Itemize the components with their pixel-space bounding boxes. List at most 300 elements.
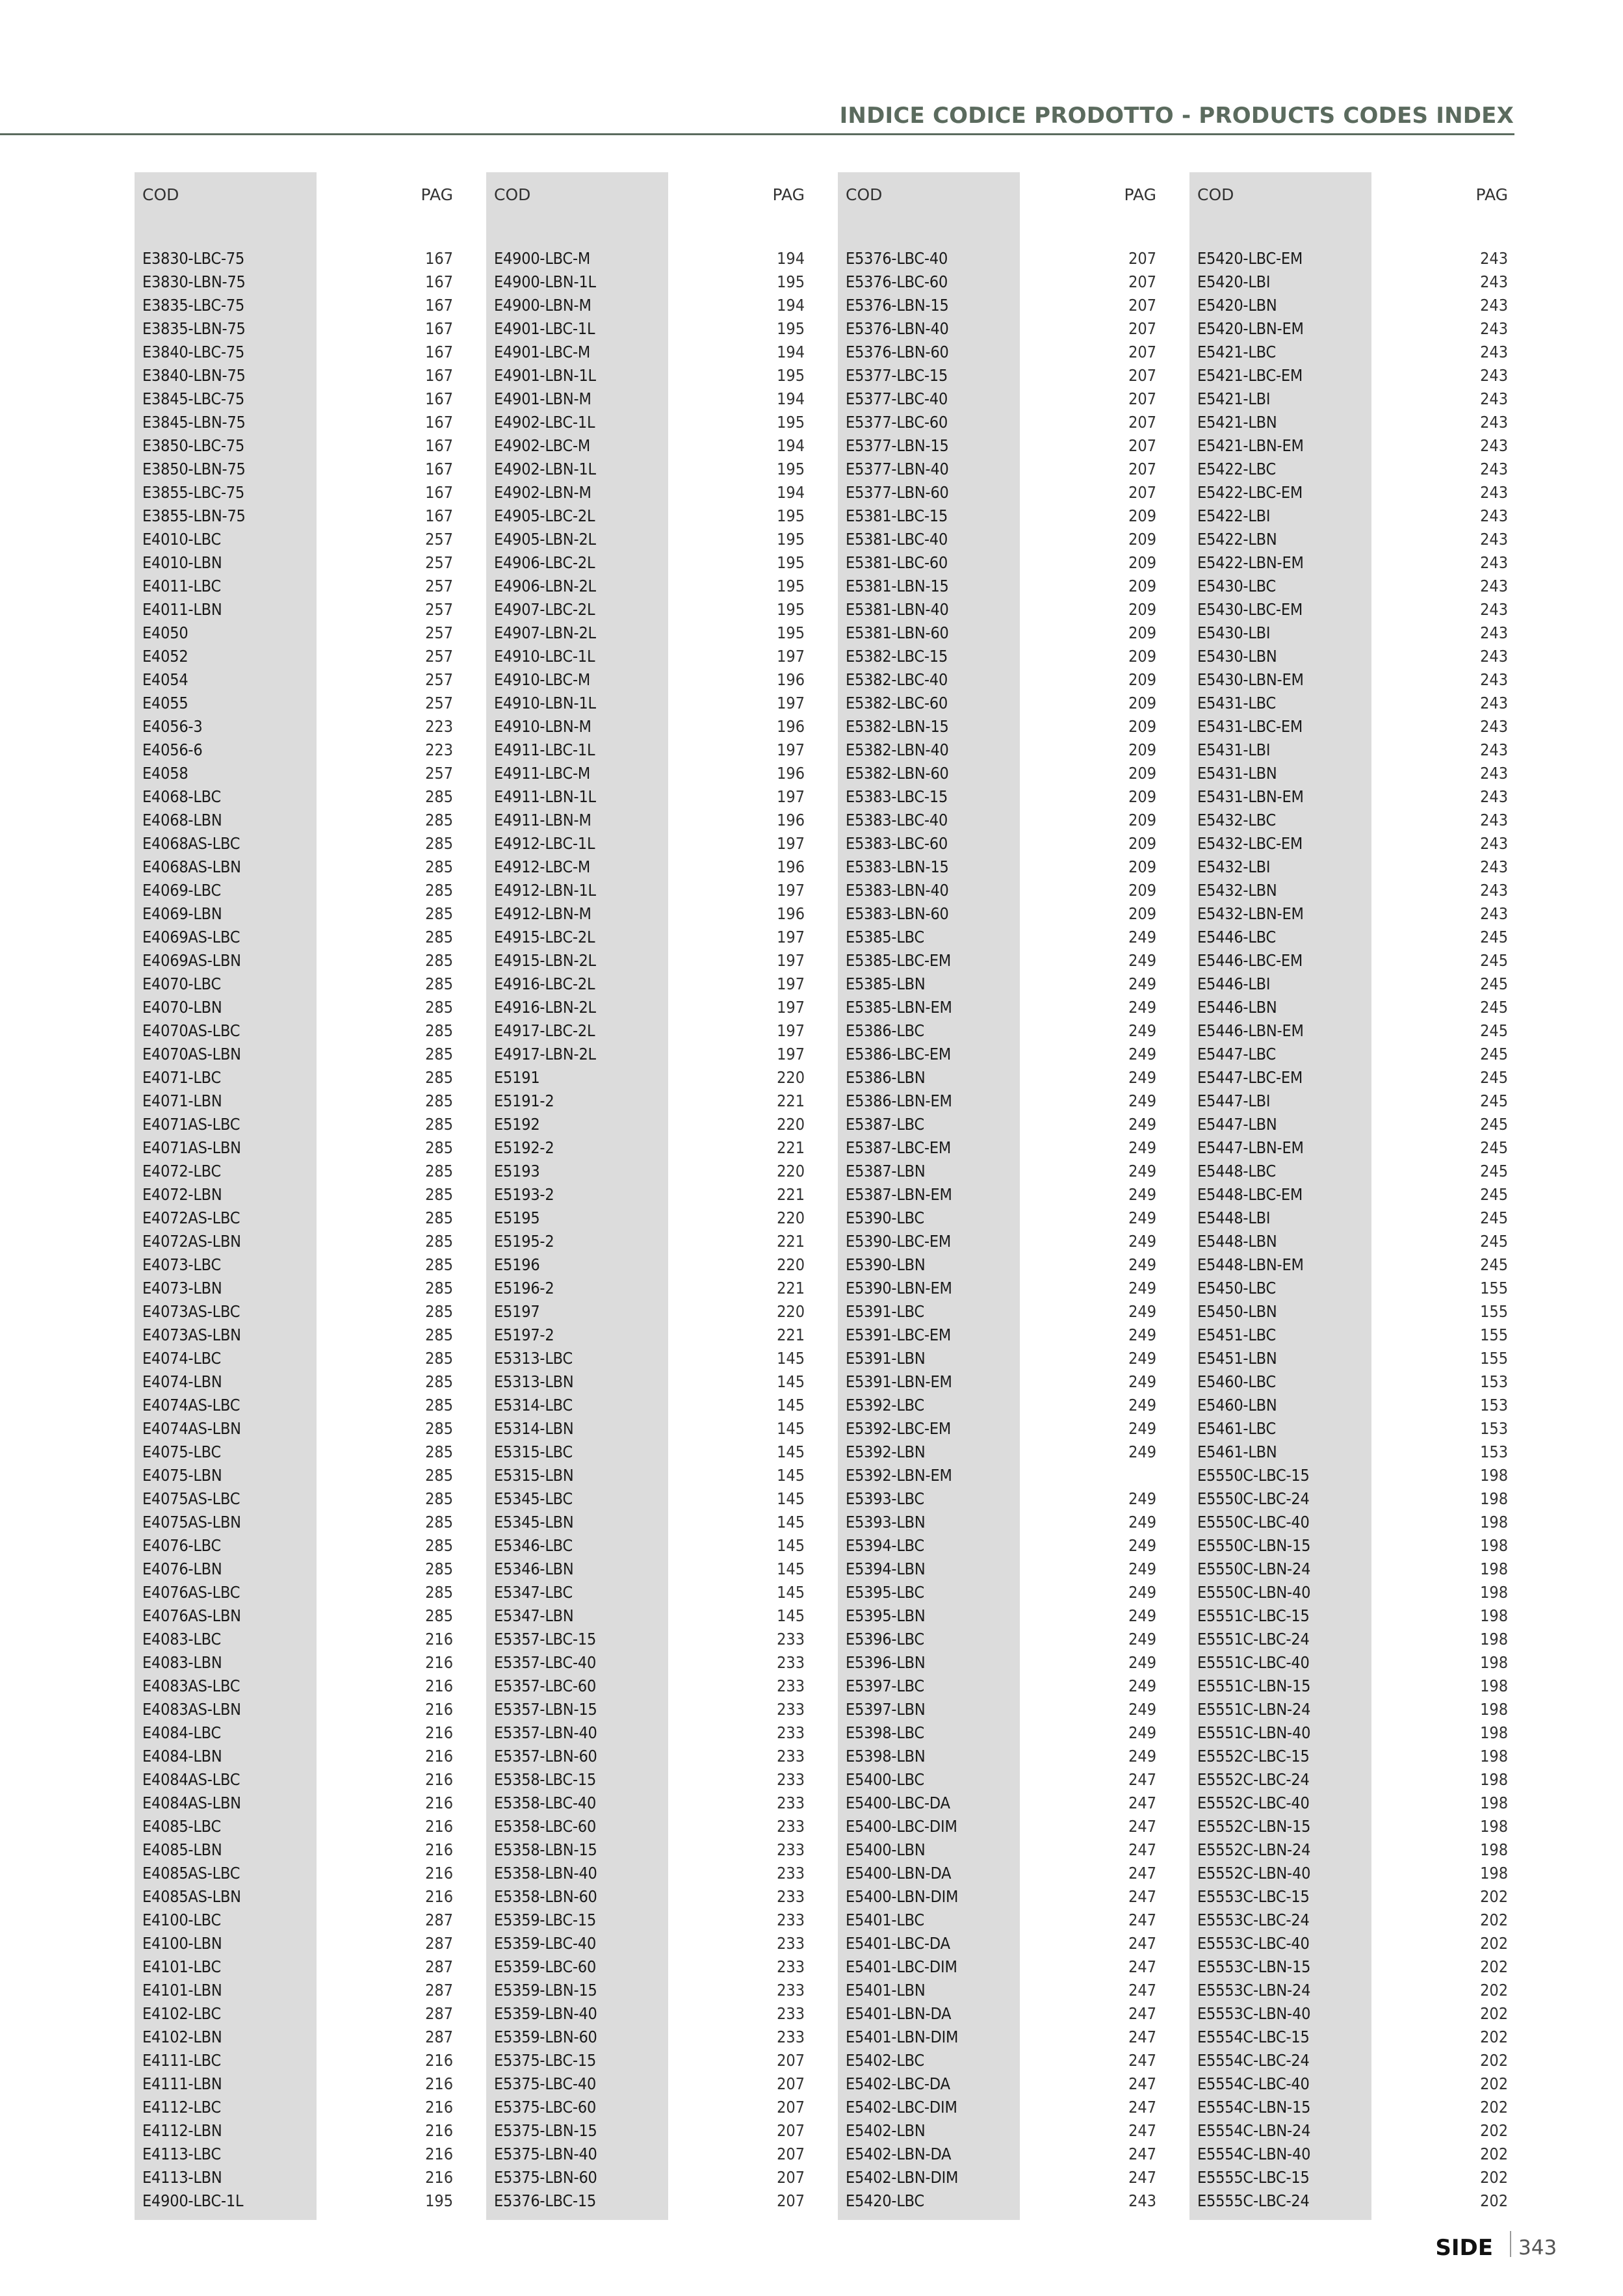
table-row [838, 1932, 1156, 1955]
product-code: E5554C-LBN-24 [1197, 2121, 1311, 2140]
product-code: E4910-LBC-1L [494, 647, 595, 666]
table-row [135, 1909, 453, 1932]
product-code: E5191-2 [494, 1091, 554, 1110]
page-ref: 198 [1480, 1840, 1508, 1859]
page-ref: 233 [777, 1747, 805, 1766]
page-ref: 145 [777, 1536, 805, 1555]
table-row [838, 528, 1156, 551]
page-ref: 216 [425, 1840, 453, 1859]
page-ref: 198 [1480, 1653, 1508, 1672]
page-ref: 249 [1128, 1747, 1156, 1766]
table-row [135, 621, 453, 645]
product-code: E5554C-LBN-15 [1197, 2098, 1311, 2117]
product-code: E5552C-LBN-40 [1197, 1864, 1311, 1883]
table-row [838, 270, 1156, 294]
table-row [1189, 1417, 1508, 1441]
page-ref: 245 [1480, 951, 1508, 970]
table-row [1189, 2189, 1508, 2213]
page-ref: 243 [1480, 577, 1508, 595]
page-ref: 223 [425, 740, 453, 759]
product-code: E5390-LBC-EM [846, 1232, 952, 1251]
page-ref: 195 [777, 600, 805, 619]
table-row [486, 832, 805, 855]
page-ref: 243 [1480, 460, 1508, 478]
table-row [1189, 1230, 1508, 1253]
table-row [135, 1370, 453, 1394]
table-row [838, 2049, 1156, 2072]
product-code: E5196-2 [494, 1279, 554, 1298]
product-code: E5402-LBC-DA [846, 2074, 950, 2093]
page-ref: 249 [1128, 974, 1156, 993]
product-code: E5197-2 [494, 1325, 554, 1344]
product-code: E5382-LBC-60 [846, 694, 948, 712]
table-row [486, 715, 805, 738]
product-code: E5313-LBC [494, 1349, 573, 1368]
product-code: E5554C-LBC-24 [1197, 2051, 1310, 2070]
table-row [838, 341, 1156, 364]
page-ref: 167 [425, 483, 453, 502]
product-code: E3850-LBN-75 [142, 460, 246, 478]
page-ref: 247 [1128, 1887, 1156, 1906]
product-code: E4111-LBC [142, 2051, 221, 2070]
product-code: E5553C-LBN-15 [1197, 1957, 1311, 1976]
page-ref: 221 [777, 1138, 805, 1157]
table-row [838, 1558, 1156, 1581]
product-code: E5551C-LBC-40 [1197, 1653, 1310, 1672]
cod-header: COD [1197, 185, 1234, 204]
page-ref: 243 [1480, 623, 1508, 642]
product-code: E4900-LBC-1L [142, 2191, 244, 2210]
product-code: E4058 [142, 764, 188, 783]
product-code: E5550C-LBC-15 [1197, 1466, 1310, 1485]
product-code: E4068-LBN [142, 811, 222, 829]
page-ref: 202 [1480, 2074, 1508, 2093]
table-row [838, 645, 1156, 668]
product-code: E5420-LBI [1197, 272, 1271, 291]
page-ref: 221 [777, 1185, 805, 1204]
page-ref: 194 [777, 483, 805, 502]
table-row [486, 1768, 805, 1792]
table-row [486, 1417, 805, 1441]
table-row [135, 2119, 453, 2143]
table-row [838, 1838, 1156, 1862]
product-code: E4902-LBC-1L [494, 413, 595, 432]
page-ref: 202 [1480, 1934, 1508, 1953]
page-ref: 245 [1480, 1091, 1508, 1110]
page-ref: 243 [1480, 319, 1508, 338]
table-row [135, 1183, 453, 1207]
product-code: E5359-LBC-15 [494, 1911, 597, 1929]
table-row [1189, 832, 1508, 855]
table-row [135, 1277, 453, 1300]
table-row [486, 996, 805, 1019]
product-code: E5420-LBC-EM [1197, 249, 1303, 268]
table-row [486, 458, 805, 481]
page-ref: 145 [777, 1442, 805, 1461]
table-row [838, 1721, 1156, 1745]
pag-header: PAG [772, 185, 805, 204]
product-code: E5422-LBN [1197, 530, 1277, 549]
page-ref: 198 [1480, 1466, 1508, 1485]
page-ref: 247 [1128, 2168, 1156, 2187]
table-row [838, 1324, 1156, 1347]
page-ref: 207 [1128, 272, 1156, 291]
table-row [486, 1675, 805, 1698]
product-code: E4100-LBC [142, 1911, 221, 1929]
product-code: E5387-LBC [846, 1115, 924, 1134]
index-column-3 [838, 172, 1156, 2220]
product-code: E4052 [142, 647, 188, 666]
table-row [1189, 528, 1508, 551]
page-ref: 243 [1480, 811, 1508, 829]
page-ref: 202 [1480, 2098, 1508, 2117]
table-row [135, 1815, 453, 1838]
table-row [135, 1300, 453, 1324]
page-ref: 198 [1480, 1700, 1508, 1719]
table-row [1189, 1534, 1508, 1558]
page-ref: 245 [1480, 1068, 1508, 1087]
table-row [1189, 1721, 1508, 1745]
page-ref: 209 [1128, 694, 1156, 712]
page-ref: 196 [777, 717, 805, 736]
table-row [1189, 715, 1508, 738]
table-row [838, 2143, 1156, 2166]
page-ref: 195 [425, 2191, 453, 2210]
product-code: E4101-LBN [142, 1981, 222, 2000]
page-ref: 195 [777, 530, 805, 549]
page-ref: 145 [777, 1466, 805, 1485]
table-row [838, 364, 1156, 387]
page-ref: 207 [1128, 483, 1156, 502]
product-code: E5196 [494, 1255, 540, 1274]
page-ref: 197 [777, 974, 805, 993]
product-code: E5430-LBN-EM [1197, 670, 1304, 689]
page-ref: 233 [777, 1630, 805, 1649]
table-row [1189, 387, 1508, 411]
page-ref: 145 [777, 1349, 805, 1368]
product-code: E5422-LBC [1197, 460, 1276, 478]
product-code: E5431-LBN-EM [1197, 787, 1304, 806]
page-ref: 216 [425, 2168, 453, 2187]
product-code: E5193 [494, 1162, 540, 1181]
table-row [135, 879, 453, 902]
table-row [486, 1277, 805, 1300]
table-row [135, 1136, 453, 1160]
table-row [135, 949, 453, 972]
product-code: E4901-LBC-1L [494, 319, 595, 338]
product-code: E4900-LBC-M [494, 249, 591, 268]
product-code: E5432-LBN-EM [1197, 904, 1304, 923]
page-ref: 285 [425, 1255, 453, 1274]
table-row [135, 504, 453, 528]
product-code: E5375-LBN-15 [494, 2121, 597, 2140]
product-code: E5402-LBC-DIM [846, 2098, 957, 2117]
table-row [135, 1838, 453, 1862]
table-row [838, 1300, 1156, 1324]
product-code: E5346-LBN [494, 1559, 574, 1578]
product-code: E5191 [494, 1068, 540, 1087]
table-row [486, 387, 805, 411]
page-ref: 216 [425, 1794, 453, 1812]
table-row [486, 738, 805, 762]
product-code: E4075-LBC [142, 1442, 221, 1461]
table-row [135, 996, 453, 1019]
product-code: E5393-LBN [846, 1513, 926, 1532]
page-ref: 167 [425, 272, 453, 291]
product-code: E4075AS-LBN [142, 1513, 241, 1532]
table-row [1189, 1815, 1508, 1838]
product-code: E5447-LBN-EM [1197, 1138, 1304, 1157]
table-row [135, 270, 453, 294]
table-row [1189, 1464, 1508, 1487]
page-ref: 167 [425, 460, 453, 478]
product-code: E5402-LBN-DA [846, 2145, 952, 2163]
table-row [135, 2072, 453, 2096]
page-ref: 247 [1128, 2051, 1156, 2070]
page-ref: 285 [425, 1185, 453, 1204]
page-ref: 285 [425, 1419, 453, 1438]
table-row [486, 879, 805, 902]
table-row [1189, 2166, 1508, 2189]
page-ref: 196 [777, 811, 805, 829]
page-ref: 198 [1480, 1606, 1508, 1625]
product-code: E4083AS-LBN [142, 1700, 241, 1719]
table-row [135, 1581, 453, 1604]
table-row [486, 1698, 805, 1721]
page-ref: 153 [1480, 1419, 1508, 1438]
table-row [486, 668, 805, 692]
product-code: E4902-LBN-1L [494, 460, 596, 478]
product-code: E4072-LBN [142, 1185, 222, 1204]
product-code: E5401-LBN-DA [846, 2004, 952, 2023]
product-code: E4111-LBN [142, 2074, 222, 2093]
table-row [486, 1300, 805, 1324]
table-row [486, 317, 805, 341]
product-code: E4068AS-LBC [142, 834, 240, 853]
page-ref: 216 [425, 1653, 453, 1672]
product-code: E5375-LBC-15 [494, 2051, 597, 2070]
page-ref: 245 [1480, 1021, 1508, 1040]
page-ref: 249 [1128, 1115, 1156, 1134]
page-ref: 209 [1128, 834, 1156, 853]
table-row [1189, 1253, 1508, 1277]
table-row [486, 1721, 805, 1745]
table-row [135, 972, 453, 996]
product-code: E5400-LBN-DIM [846, 1887, 959, 1906]
product-code: E5448-LBC-EM [1197, 1185, 1303, 1204]
page-ref: 202 [1480, 1957, 1508, 1976]
page-ref: 209 [1128, 717, 1156, 736]
table-row [135, 1534, 453, 1558]
page-ref: 216 [425, 1770, 453, 1789]
page-ref: 167 [425, 436, 453, 455]
page-ref: 197 [777, 1045, 805, 1063]
product-code: E5400-LBN-DA [846, 1864, 952, 1883]
page-ref: 249 [1128, 1513, 1156, 1532]
table-row [486, 762, 805, 785]
product-code: E5345-LBC [494, 1489, 573, 1508]
product-code: E5376-LBN-15 [846, 296, 949, 315]
page-ref: 233 [777, 1957, 805, 1976]
product-code: E4901-LBN-1L [494, 366, 596, 385]
product-code: E5552C-LBC-40 [1197, 1794, 1310, 1812]
table-row [838, 434, 1156, 458]
page-ref: 155 [1480, 1325, 1508, 1344]
page-ref: 285 [425, 1302, 453, 1321]
table-row [1189, 692, 1508, 715]
footer-divider [1510, 2231, 1511, 2257]
page-ref: 243 [1480, 436, 1508, 455]
page-ref: 245 [1480, 1185, 1508, 1204]
table-row [1189, 341, 1508, 364]
table-row [838, 1745, 1156, 1768]
brand-logo-text: SIDE [1435, 2235, 1493, 2261]
page-ref: 285 [425, 834, 453, 853]
page-ref: 195 [777, 506, 805, 525]
table-row [838, 1862, 1156, 1885]
table-row [135, 902, 453, 926]
table-row [1189, 247, 1508, 270]
table-row [486, 294, 805, 317]
product-code: E5447-LBC [1197, 1045, 1276, 1063]
page-ref: 197 [777, 787, 805, 806]
table-row [486, 1019, 805, 1043]
product-code: E5430-LBC-EM [1197, 600, 1303, 619]
product-code: E3845-LBC-75 [142, 389, 245, 408]
table-row [838, 387, 1156, 411]
product-code: E5448-LBN-EM [1197, 1255, 1304, 1274]
product-code: E5357-LBN-15 [494, 1700, 597, 1719]
page-ref: 243 [1480, 249, 1508, 268]
product-code: E5193-2 [494, 1185, 554, 1204]
product-code: E5401-LBN [846, 1981, 926, 2000]
page-ref: 145 [777, 1396, 805, 1415]
page-ref: 198 [1480, 1747, 1508, 1766]
table-row [838, 1979, 1156, 2002]
page-ref: 207 [1128, 436, 1156, 455]
table-row [486, 1558, 805, 1581]
page-ref: 285 [425, 1513, 453, 1532]
table-row [838, 1370, 1156, 1394]
product-code: E4901-LBN-M [494, 389, 591, 408]
product-code: E5358-LBC-40 [494, 1794, 597, 1812]
product-code: E5421-LBC-EM [1197, 366, 1303, 385]
product-code: E5386-LBN-EM [846, 1091, 952, 1110]
product-code: E5451-LBC [1197, 1325, 1276, 1344]
product-code: E4084-LBC [142, 1723, 221, 1742]
product-code: E5192 [494, 1115, 540, 1134]
product-code: E5551C-LBN-40 [1197, 1723, 1311, 1742]
table-row [1189, 2096, 1508, 2119]
page-ref: 209 [1128, 670, 1156, 689]
page-ref: 285 [425, 811, 453, 829]
product-code: E5420-LBC [846, 2191, 924, 2210]
page-ref: 285 [425, 1045, 453, 1063]
table-row [486, 1183, 805, 1207]
table-row [486, 1534, 805, 1558]
row-list [135, 247, 453, 2213]
table-row [1189, 2026, 1508, 2049]
product-code: E4112-LBN [142, 2121, 222, 2140]
table-row [486, 528, 805, 551]
page-ref: 245 [1480, 1255, 1508, 1274]
table-row [1189, 1207, 1508, 1230]
page-ref: 207 [777, 2191, 805, 2210]
table-row [838, 1417, 1156, 1441]
page-ref: 285 [425, 1208, 453, 1227]
product-code: E5394-LBN [846, 1559, 926, 1578]
table-row [838, 1441, 1156, 1464]
page-ref: 285 [425, 1068, 453, 1087]
table-row [838, 1043, 1156, 1066]
product-code: E4900-LBN-M [494, 296, 591, 315]
product-code: E5402-LBN-DIM [846, 2168, 959, 2187]
product-code: E5385-LBN [846, 974, 926, 993]
table-row [486, 575, 805, 598]
product-code: E5377-LBC-60 [846, 413, 948, 432]
table-row [1189, 317, 1508, 341]
table-row [1189, 996, 1508, 1019]
product-code: E4072AS-LBN [142, 1232, 241, 1251]
product-code: E5357-LBC-60 [494, 1676, 597, 1695]
product-code: E5195 [494, 1208, 540, 1227]
page-ref: 257 [425, 577, 453, 595]
page-ref: 155 [1480, 1302, 1508, 1321]
table-row [1189, 1675, 1508, 1698]
table-row [486, 1441, 805, 1464]
product-code: E5314-LBN [494, 1419, 574, 1438]
product-code: E4910-LBC-M [494, 670, 591, 689]
page-ref: 243 [1480, 787, 1508, 806]
product-code: E5383-LBC-60 [846, 834, 948, 853]
page-ref: 216 [425, 1747, 453, 1766]
product-code: E5315-LBN [494, 1466, 574, 1485]
page-ref: 285 [425, 1021, 453, 1040]
page-ref: 209 [1128, 600, 1156, 619]
product-code: E4072-LBC [142, 1162, 221, 1181]
page-ref: 287 [425, 2028, 453, 2046]
product-code: E5383-LBN-15 [846, 857, 949, 876]
page-ref: 195 [777, 577, 805, 595]
product-code: E4070-LBC [142, 974, 221, 993]
product-code: E5359-LBN-15 [494, 1981, 597, 2000]
table-row [1189, 668, 1508, 692]
page-ref: 221 [777, 1279, 805, 1298]
table-row [1189, 1160, 1508, 1183]
table-row [838, 785, 1156, 809]
table-row [486, 1604, 805, 1628]
table-row [135, 1628, 453, 1651]
page-ref: 285 [425, 1559, 453, 1578]
page-ref: 285 [425, 1536, 453, 1555]
table-row [486, 551, 805, 575]
page-ref: 249 [1128, 1630, 1156, 1649]
page-ref: 167 [425, 506, 453, 525]
product-code: E4068-LBC [142, 787, 221, 806]
page-ref: 249 [1128, 1279, 1156, 1298]
table-row [838, 1347, 1156, 1370]
page-ref: 194 [777, 296, 805, 315]
table-row [135, 575, 453, 598]
page-ref: 249 [1128, 1021, 1156, 1040]
product-code: E5451-LBN [1197, 1349, 1277, 1368]
page-ref: 247 [1128, 2121, 1156, 2140]
pag-header: PAG [1124, 185, 1156, 204]
product-code: E4901-LBC-M [494, 343, 591, 361]
page-ref: 145 [777, 1583, 805, 1602]
table-row [838, 294, 1156, 317]
page-ref: 202 [1480, 2028, 1508, 2046]
